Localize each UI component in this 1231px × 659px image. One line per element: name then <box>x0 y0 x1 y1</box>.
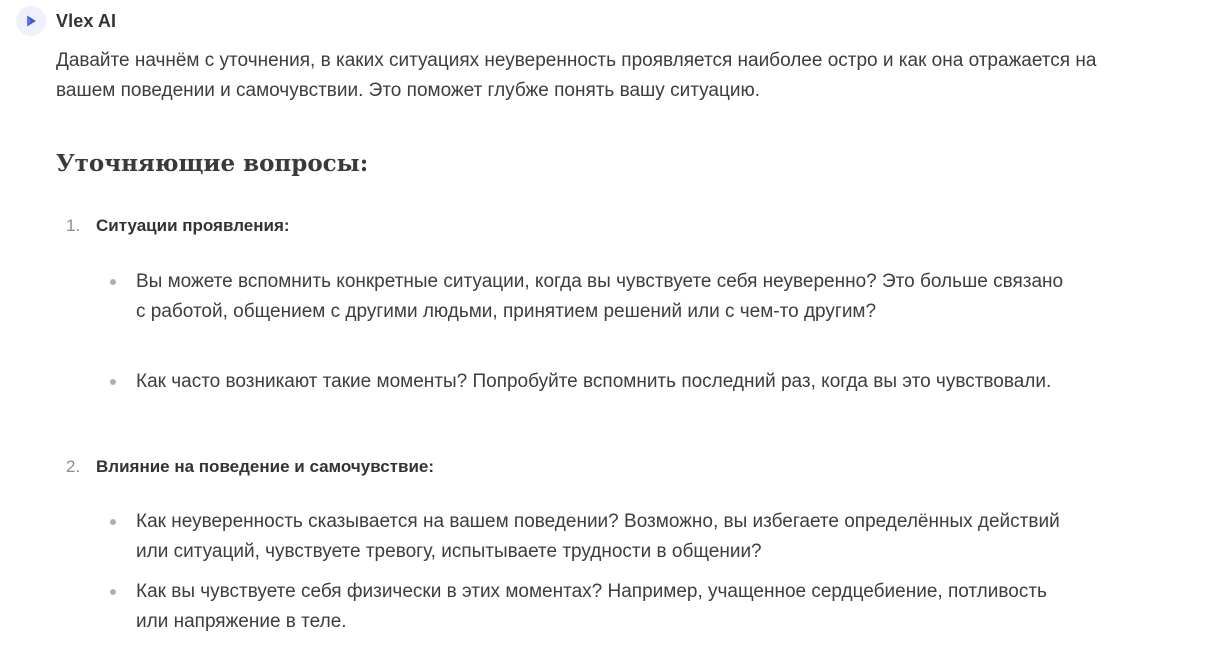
section-heading: Уточняющие вопросы: <box>56 150 369 177</box>
intro-paragraph: Давайте начнём с уточнения, в каких ситуациях неуверенность проявляется наиболее остро и как она отражается на вашем поведении и самочувствии. Это поможет глубже понять вашу ситуацию. <box>56 50 1097 101</box>
list-item: Как вы чувствуете себя физически в этих моментах? Например, учащенное сердцебиение, потливость или напряжение в теле. <box>136 581 1047 632</box>
bullet-dot <box>110 519 116 525</box>
bullet-dot <box>110 589 116 595</box>
assistant-name: Vlex AI <box>56 10 117 31</box>
list-item: Как неуверенность сказывается на вашем поведении? Возможно, вы избегаете определённых действий или ситуаций, чувствуете тревогу, испытываете трудности в общении? <box>136 511 1060 562</box>
question-title: Ситуации проявления: <box>96 216 290 235</box>
bullet-dot <box>110 279 116 285</box>
message-header <box>16 6 116 36</box>
play-triangle-icon <box>24 14 38 28</box>
list-item: Вы можете вспомнить конкретные ситуации, когда вы чувствуете себя неуверенно? Это больше связано с работой, общением с другими людьми, принятием решений или с чем-то другим? <box>136 271 1064 322</box>
list-number: 2. <box>66 457 81 476</box>
bullet-dot <box>110 379 116 385</box>
list-item: Как часто возникают такие моменты? Попробуйте вспомнить последний раз, когда вы это чувствовали. <box>136 371 1052 392</box>
assistant-avatar <box>16 6 46 36</box>
list-number: 1. <box>66 216 81 235</box>
question-title: Влияние на поведение и самочувствие: <box>96 457 435 476</box>
